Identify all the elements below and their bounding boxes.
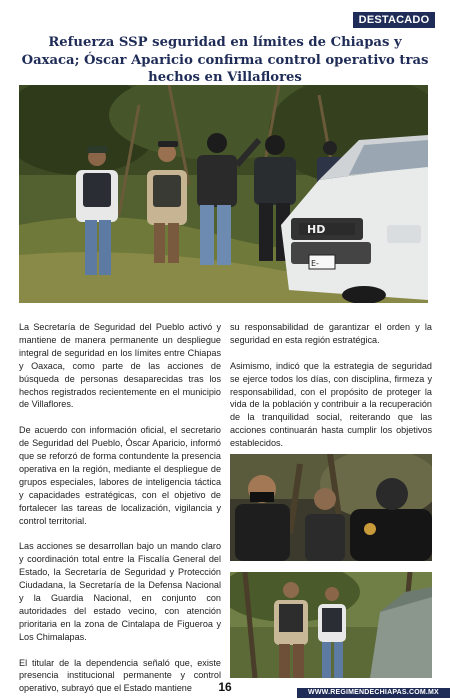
article-column-left: [19, 321, 221, 700]
paragraph: El titular de la dependencia señaló que, existe presencia institucional permanente y control operativo, subrayó que el Estado mantiene: [19, 657, 221, 694]
paragraph: La Secretaría de Seguridad del Pueblo activó y mantiene de manera permanente un despliegue integral de seguridad en los límites entre Chiapas y Oaxaca, como parte de las acciones de búsqueda de personas desaparecidas tras los hechos registrados recientemente en el municipio de Villaflores.: [19, 322, 221, 410]
paragraph: Las acciones se desarrollan bajo un mando claro y coordinación total entre la Fiscalía General del Estado, la Secretaría de Seguridad y Protección Ciudadana, la Secretaría de la Defensa Nacional y la Guardia Nacional, en conjunto con autoridades del estado vecino, con atención prioritaria en la zona de Cintalapa de Figueroa y Los Chimalapas.: [19, 541, 221, 642]
paragraph: Asimismo, indicó que la estrategia de seguridad se ejerce todos los días, con disciplina, firmeza y responsabilidad, con el propósito de proteger la vida de la población y contribuir a la recuperación de la tranquilidad social, reiterando que las acciones continuarán hasta cumplir los objetivos establecidos.: [230, 360, 432, 449]
footer-website-link[interactable]: WWW.REGIMENDECHIAPAS.COM.MX: [297, 688, 450, 698]
article-column-right: [230, 321, 432, 463]
secondary-photo-officers-closeup: [230, 454, 432, 561]
hero-photo: [19, 85, 428, 303]
secondary-photo-illustration: [230, 454, 432, 561]
headline: Refuerza SSP seguridad en límites de Chiapas y Oaxaca; Óscar Aparicio confirma control operativo tras hechos en Villaflores: [21, 35, 429, 85]
secondary-photo-illustration: [230, 572, 432, 678]
vehicle-brand-text: HD: [307, 223, 326, 236]
paragraph: su responsabilidad de garantizar el orden y la seguridad en esta región estratégica.: [230, 322, 432, 345]
page-number: 16: [218, 680, 232, 694]
section-badge: DESTACADO: [353, 12, 435, 28]
secondary-photo-officers-forest: [230, 572, 432, 678]
hero-photo-illustration: [19, 85, 428, 303]
vehicle-plate-text: E-: [311, 259, 319, 268]
paragraph: De acuerdo con información oficial, el secretario de Seguridad del Pueblo, Óscar Aparicio, informó que se reforzó de forma contundente la presencia operativa en la región, mediante el despliegue de grupos especiales, labores de inteligencia táctica y capacidades estratégicas, con el objetivo de fortalecer las tareas de localización, vigilancia y control territorial.: [19, 425, 221, 526]
